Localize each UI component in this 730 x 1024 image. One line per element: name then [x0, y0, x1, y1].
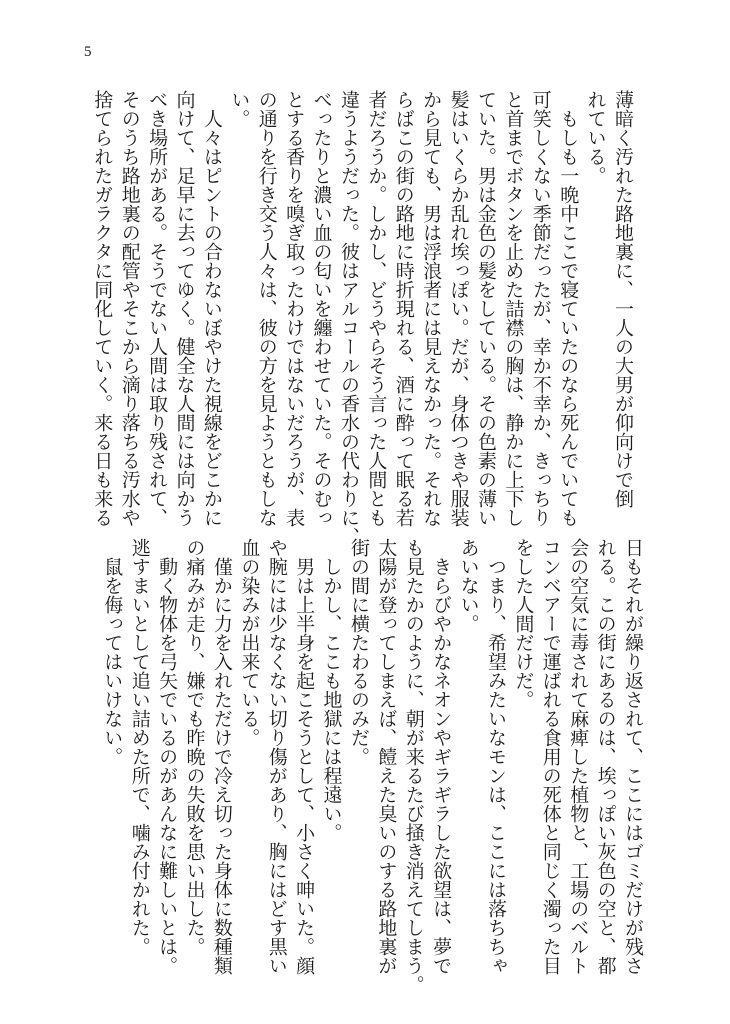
text-column: も見たかのように、朝が来るたび掻き消えてしまう。 [402, 538, 425, 994]
upper-text-block [88, 90, 636, 546]
page-number: 5 [84, 44, 92, 60]
text-column: 動く物体を弓矢でいるのがあんなに難しいとは。 [156, 538, 179, 975]
text-column: 街の間に横たわるのみだ。 [347, 538, 370, 766]
text-column: をした人間だけだ。 [512, 538, 535, 709]
text-column: 可笑しくない季節だったが、幸か不幸か、きっちり [529, 90, 552, 527]
text-column: あいない。 [457, 538, 480, 633]
text-column: 捨てられたガラクタに同化していく。来る日も来る [91, 90, 114, 527]
text-column: きらびやかなネオンやギラギラした欲望は、夢で [430, 538, 453, 975]
text-column: つまり、希望みたいなモンは、ここには落ちちゃ [484, 538, 507, 975]
text-column: 会の空気に毒されて麻痺した植物と、工場のベルト [567, 538, 590, 975]
text-column: い。 [228, 90, 251, 128]
text-column: もしも一晩中ここで寝ていたのなら死んでいても [557, 90, 580, 527]
text-column: そのうち路地裏の配管やそこから滴り落ちる汚水や [118, 90, 141, 527]
text-column: 男は上半身を起こそうとして、小さく呻いた。顔 [293, 538, 316, 975]
text-column: とする香りを嗅ぎ取ったわけではないだろうが、表 [283, 90, 306, 527]
text-column: ていた。男は金色の髪をしている。その色素の薄い [474, 90, 497, 527]
text-column: 日もそれが繰り返されて、ここにはゴミだけが残さ [622, 538, 644, 975]
text-column: れている。 [584, 90, 607, 185]
text-column: や腕には少なくない切り傷があり、胸にはどす黒い [265, 538, 288, 975]
text-column: コンベアーで運ばれる食用の死体と同じく濁った目 [539, 538, 562, 975]
text-column: 血の染みが出来ている。 [238, 538, 261, 747]
text-column: 髪はいくらか乱れ埃っぽい。だが、身体つきや服装 [447, 90, 470, 527]
lower-text-block [98, 538, 646, 994]
text-column: らばこの街の路地に時折現れる、酒に酔って眠る若 [392, 90, 415, 527]
text-column: 向けて、足早に去ってゆく。健全な人間には向かう [173, 90, 196, 527]
text-column: 違うようだった。彼はアルコールの香水の代わりに、 [337, 90, 360, 546]
text-column: 鼠を侮ってはいけない。 [101, 538, 124, 766]
text-column: 逃すまいとして追い詰めた所で、噛み付かれた。 [128, 538, 151, 956]
text-column: と首までボタンを止めた詰襟の胸は、静かに上下し [502, 90, 525, 527]
text-column: 薄暗く汚れた路地裏に、一人の大男が仰向けで倒 [612, 90, 634, 508]
text-column: から見ても、男は浮浪者には見えなかった。それな [420, 90, 443, 527]
text-column: 僅かに力を入れただけで冷え切った身体に数種類 [210, 538, 233, 975]
text-column: れる。この街にあるのは、埃っぽい灰色の空と、都 [594, 538, 617, 975]
text-column: 人々はピントの合わないぼやけた視線をどこかに [200, 90, 223, 527]
text-column: 太陽が登ってしまえば、饐えた臭いのする路地裏が [375, 538, 398, 975]
text-column: の通りを行き交う人々は、彼の方を見ようともしな [255, 90, 278, 527]
text-column: しかし、ここも地獄には程遠い。 [320, 538, 343, 842]
text-column: べき場所がある。そうでない人間は取り残されて、 [146, 90, 169, 527]
text-column: 者だろうか。しかし、どうやらそう言った人間とも [365, 90, 388, 527]
text-column: べったりと濃い血の匂いを纏わせていた。そのむっ [310, 90, 333, 527]
text-column: の痛みが走り、嫌でも昨晩の失敗を思い出した。 [183, 538, 206, 956]
